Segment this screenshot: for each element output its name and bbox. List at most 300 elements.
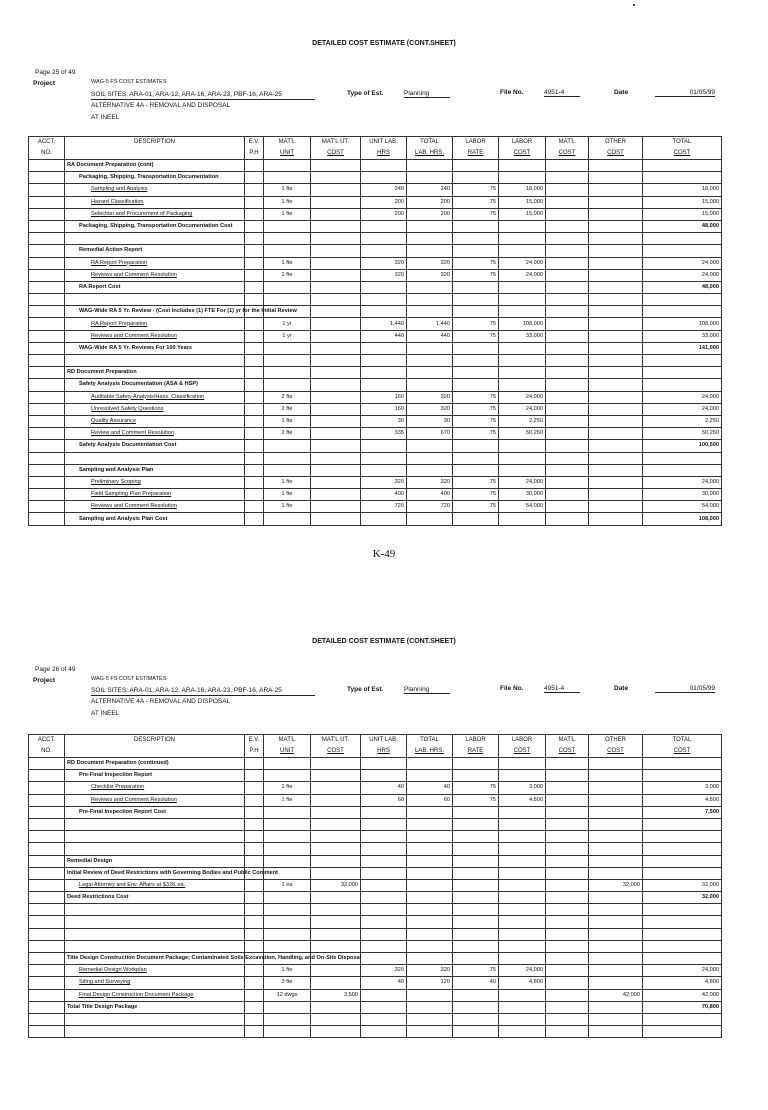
- labor-cost-cell: [499, 892, 546, 904]
- unit-lab-hrs-cell: 1,440: [361, 318, 407, 330]
- mat-unit-cell: [264, 281, 311, 293]
- mat-unit-cost-cell: [311, 318, 361, 330]
- other-cost-cell: [589, 184, 643, 196]
- description-cell: Safety Analysis Documentation Cost: [65, 440, 245, 452]
- total-lab-hrs-cell: [407, 806, 453, 818]
- other-cost-cell: [589, 220, 643, 232]
- labor-cost-cell: 24,000: [499, 403, 546, 415]
- unit-lab-hrs-cell: [361, 928, 407, 940]
- labor-rate-cell: [453, 160, 499, 172]
- unit-lab-hrs-cell: 200: [361, 208, 407, 220]
- mat-unit-cell: 2 fte: [264, 403, 311, 415]
- description-cell: Siting and Surveying: [65, 977, 245, 989]
- mat-cost-cell: [546, 306, 589, 318]
- description-cell: [65, 294, 245, 306]
- mat-unit-cell: 1 yr: [264, 318, 311, 330]
- acct-cell: [29, 867, 65, 879]
- acct-cell: [29, 916, 65, 928]
- table-row: [29, 269, 722, 281]
- column-header: COST: [499, 148, 546, 160]
- mat-unit-cell: [264, 245, 311, 257]
- description-cell: RA Report Preparation: [65, 257, 245, 269]
- labor-rate-cell: 75: [453, 330, 499, 342]
- project-line-3: ALTERNATIVE 4A - REMOVAL AND DISPOSAL: [91, 102, 231, 109]
- labor-rate-cell: [453, 172, 499, 184]
- table-row: [29, 379, 722, 391]
- total-cost-cell: 100,500: [643, 440, 722, 452]
- column-header: LABOR: [499, 735, 546, 747]
- project-label: Project: [33, 677, 56, 684]
- unit-lab-hrs-cell: [361, 806, 407, 818]
- unit-lab-hrs-cell: [361, 1026, 407, 1038]
- type-label: Type of Est.: [347, 90, 384, 97]
- labor-rate-cell: 75: [453, 257, 499, 269]
- acct-cell: [29, 415, 65, 427]
- labor-cost-cell: [499, 831, 546, 843]
- description-cell: Sampling and Analysis: [65, 184, 245, 196]
- unit-lab-hrs-cell: 40: [361, 977, 407, 989]
- description-cell: Auditable Safety Analysis/Hazs. Classification: [65, 391, 245, 403]
- labor-cost-cell: [499, 953, 546, 965]
- acct-cell: [29, 330, 65, 342]
- labor-rate-cell: 75: [453, 403, 499, 415]
- mat-unit-cost-cell: [311, 806, 361, 818]
- mat-unit-cost-cell: [311, 843, 361, 855]
- project-label: Project: [33, 80, 56, 87]
- cost-sheet-page-25: [0, 0, 768, 522]
- labor-rate-cell: [453, 758, 499, 770]
- column-header: NO.: [29, 148, 65, 160]
- project-line-4: AT INEEL: [91, 710, 120, 717]
- acct-cell: [29, 379, 65, 391]
- table-row: [29, 415, 722, 427]
- page-counter: Page 25 of 49: [35, 69, 76, 76]
- ev-cell: [245, 464, 264, 476]
- other-cost-cell: [589, 806, 643, 818]
- mat-unit-cell: 1 ea: [264, 879, 311, 891]
- labor-cost-cell: [499, 904, 546, 916]
- mat-cost-cell: [546, 281, 589, 293]
- total-lab-hrs-cell: [407, 440, 453, 452]
- total-lab-hrs-cell: [407, 452, 453, 464]
- labor-cost-cell: [499, 464, 546, 476]
- mat-unit-cell: 1 fte: [264, 501, 311, 513]
- mat-unit-cell: [264, 831, 311, 843]
- mat-cost-cell: [546, 428, 589, 440]
- file-label: File No.: [500, 89, 524, 96]
- total-lab-hrs-cell: 720: [407, 501, 453, 513]
- mat-unit-cell: [264, 855, 311, 867]
- mat-cost-cell: [546, 257, 589, 269]
- mat-unit-cell: 1 fte: [264, 184, 311, 196]
- table-row: [29, 928, 722, 940]
- cost-table: [28, 734, 722, 1038]
- mat-cost-cell: [546, 342, 589, 354]
- table-header: [29, 137, 722, 160]
- column-header: UNIT: [264, 148, 311, 160]
- total-cost-cell: 3,000: [643, 782, 722, 794]
- labor-rate-cell: 75: [453, 782, 499, 794]
- ev-cell: [245, 1001, 264, 1013]
- column-header: COST: [499, 746, 546, 758]
- mat-unit-cost-cell: [311, 501, 361, 513]
- unit-lab-hrs-cell: [361, 892, 407, 904]
- mat-unit-cell: [264, 806, 311, 818]
- total-lab-hrs-cell: [407, 916, 453, 928]
- ev-cell: [245, 965, 264, 977]
- other-cost-cell: [589, 977, 643, 989]
- total-cost-cell: [643, 160, 722, 172]
- total-lab-hrs-cell: [407, 928, 453, 940]
- column-header: MAT'L UT.: [311, 735, 361, 747]
- description-cell: Deed Restrictions Cost: [65, 892, 245, 904]
- total-cost-cell: [643, 1026, 722, 1038]
- labor-cost-cell: 15,000: [499, 208, 546, 220]
- mat-cost-cell: [546, 818, 589, 830]
- acct-cell: [29, 758, 65, 770]
- acct-cell: [29, 233, 65, 245]
- description-cell: Pre-Final Inspection Report: [65, 770, 245, 782]
- total-cost-cell: [643, 355, 722, 367]
- table-row: [29, 758, 722, 770]
- mat-unit-cost-cell: [311, 892, 361, 904]
- ev-cell: [245, 440, 264, 452]
- labor-rate-cell: 75: [453, 476, 499, 488]
- labor-cost-cell: 24,000: [499, 965, 546, 977]
- description-cell: Checklist Preparation: [65, 782, 245, 794]
- description-cell: Remedial Action Report: [65, 245, 245, 257]
- table-row: [29, 989, 722, 1001]
- ev-cell: [245, 208, 264, 220]
- labor-rate-cell: 75: [453, 501, 499, 513]
- other-cost-cell: [589, 342, 643, 354]
- table-row: [29, 403, 722, 415]
- labor-rate-cell: [453, 818, 499, 830]
- acct-cell: [29, 794, 65, 806]
- mat-unit-cell: [264, 464, 311, 476]
- description-cell: Reviews and Comment Resolution: [65, 794, 245, 806]
- sheet-title: DETAILED COST ESTIMATE (CONT.SHEET): [312, 638, 456, 645]
- acct-cell: [29, 172, 65, 184]
- other-cost-cell: [589, 233, 643, 245]
- table-row: [29, 355, 722, 367]
- mat-cost-cell: [546, 184, 589, 196]
- mat-unit-cell: [264, 818, 311, 830]
- description-cell: RA Report Cost: [65, 281, 245, 293]
- column-header: OTHER: [589, 137, 643, 149]
- total-cost-cell: 108,000: [643, 513, 722, 525]
- acct-cell: [29, 220, 65, 232]
- total-cost-cell: [643, 831, 722, 843]
- description-cell: [65, 843, 245, 855]
- unit-lab-hrs-cell: [361, 355, 407, 367]
- other-cost-cell: [589, 245, 643, 257]
- unit-lab-hrs-cell: [361, 245, 407, 257]
- mat-unit-cell: [264, 1001, 311, 1013]
- unit-lab-hrs-cell: [361, 904, 407, 916]
- mat-unit-cost-cell: 32,000: [311, 879, 361, 891]
- labor-cost-cell: 3,000: [499, 782, 546, 794]
- table-row: [29, 184, 722, 196]
- total-lab-hrs-cell: [407, 879, 453, 891]
- labor-rate-cell: 75: [453, 428, 499, 440]
- table-row: [29, 1026, 722, 1038]
- total-lab-hrs-cell: 120: [407, 977, 453, 989]
- table-row: [29, 855, 722, 867]
- labor-rate-cell: [453, 367, 499, 379]
- total-cost-cell: [643, 770, 722, 782]
- acct-cell: [29, 428, 65, 440]
- labor-cost-cell: [499, 806, 546, 818]
- table-row: [29, 452, 722, 464]
- table-row: [29, 1001, 722, 1013]
- table-row: [29, 428, 722, 440]
- labor-cost-cell: [499, 770, 546, 782]
- column-header: COST: [589, 746, 643, 758]
- ev-cell: [245, 281, 264, 293]
- description-cell: [65, 355, 245, 367]
- ev-cell: [245, 855, 264, 867]
- file-value: 4951-4: [544, 89, 580, 97]
- mat-unit-cell: 1 fte: [264, 269, 311, 281]
- ev-cell: [245, 818, 264, 830]
- labor-rate-cell: [453, 1001, 499, 1013]
- header-row: [29, 148, 722, 160]
- table-row: [29, 965, 722, 977]
- labor-cost-cell: [499, 281, 546, 293]
- mat-cost-cell: [546, 794, 589, 806]
- table-row: [29, 782, 722, 794]
- mat-cost-cell: [546, 904, 589, 916]
- total-lab-hrs-cell: [407, 855, 453, 867]
- ev-cell: [245, 940, 264, 952]
- unit-lab-hrs-cell: [361, 940, 407, 952]
- labor-cost-cell: 30,000: [499, 489, 546, 501]
- mat-unit-cell: [264, 294, 311, 306]
- labor-rate-cell: [453, 855, 499, 867]
- acct-cell: [29, 318, 65, 330]
- table-row: [29, 501, 722, 513]
- column-header: UNIT LAB.: [361, 137, 407, 149]
- labor-rate-cell: [453, 843, 499, 855]
- acct-cell: [29, 940, 65, 952]
- total-lab-hrs-cell: 60: [407, 794, 453, 806]
- labor-cost-cell: [499, 989, 546, 1001]
- ev-cell: [245, 782, 264, 794]
- mat-cost-cell: [546, 1026, 589, 1038]
- description-cell: Reviews and Comment Resolution: [65, 501, 245, 513]
- description-cell: Preliminary Scoping: [65, 476, 245, 488]
- acct-cell: [29, 782, 65, 794]
- description-cell: [65, 1026, 245, 1038]
- ev-cell: [245, 794, 264, 806]
- acct-cell: [29, 1026, 65, 1038]
- other-cost-cell: [589, 818, 643, 830]
- total-lab-hrs-cell: [407, 843, 453, 855]
- ev-cell: [245, 501, 264, 513]
- mat-unit-cost-cell: [311, 513, 361, 525]
- column-header: LABOR: [499, 137, 546, 149]
- mat-unit-cost-cell: [311, 1026, 361, 1038]
- total-cost-cell: [643, 758, 722, 770]
- column-header: COST: [546, 148, 589, 160]
- labor-rate-cell: 75: [453, 196, 499, 208]
- total-cost-cell: [643, 904, 722, 916]
- total-cost-cell: 108,000: [643, 318, 722, 330]
- type-value: Planning: [404, 90, 450, 98]
- total-lab-hrs-cell: 320: [407, 476, 453, 488]
- total-cost-cell: 4,500: [643, 794, 722, 806]
- mat-cost-cell: [546, 318, 589, 330]
- other-cost-cell: [589, 379, 643, 391]
- ev-cell: [245, 403, 264, 415]
- unit-lab-hrs-cell: 720: [361, 501, 407, 513]
- labor-cost-cell: 4,500: [499, 794, 546, 806]
- other-cost-cell: [589, 916, 643, 928]
- mat-unit-cell: [264, 940, 311, 952]
- labor-rate-cell: 75: [453, 184, 499, 196]
- ev-cell: [245, 928, 264, 940]
- unit-lab-hrs-cell: [361, 464, 407, 476]
- column-header: COST: [546, 746, 589, 758]
- total-lab-hrs-cell: 320: [407, 269, 453, 281]
- description-cell: Title Design Construction Document Package; Contaminated Soils Excavation, Handling, and On-Site Disposal: [65, 953, 245, 965]
- file-label: File No.: [500, 685, 524, 692]
- type-label: Type of Est.: [347, 686, 384, 693]
- table-row: [29, 879, 722, 891]
- mat-unit-cost-cell: [311, 965, 361, 977]
- mat-cost-cell: [546, 892, 589, 904]
- labor-rate-cell: [453, 464, 499, 476]
- total-cost-cell: 30,000: [643, 489, 722, 501]
- acct-cell: [29, 452, 65, 464]
- unit-lab-hrs-cell: 240: [361, 184, 407, 196]
- mat-unit-cell: 1 fte: [264, 782, 311, 794]
- unit-lab-hrs-cell: [361, 879, 407, 891]
- acct-cell: [29, 831, 65, 843]
- mat-cost-cell: [546, 196, 589, 208]
- unit-lab-hrs-cell: [361, 220, 407, 232]
- other-cost-cell: [589, 415, 643, 427]
- labor-rate-cell: [453, 904, 499, 916]
- date-label: Date: [614, 89, 629, 96]
- other-cost-cell: [589, 758, 643, 770]
- mat-cost-cell: [546, 464, 589, 476]
- column-header: TOTAL: [643, 137, 722, 149]
- total-lab-hrs-cell: [407, 160, 453, 172]
- mat-cost-cell: [546, 489, 589, 501]
- labor-rate-cell: 75: [453, 415, 499, 427]
- mat-unit-cost-cell: [311, 940, 361, 952]
- total-lab-hrs-cell: [407, 281, 453, 293]
- acct-cell: [29, 928, 65, 940]
- total-lab-hrs-cell: 200: [407, 208, 453, 220]
- description-cell: Field Sampling Plan Preparation: [65, 489, 245, 501]
- total-cost-cell: [643, 245, 722, 257]
- ev-cell: [245, 916, 264, 928]
- description-cell: Total Title Design Package: [65, 1001, 245, 1013]
- mat-cost-cell: [546, 379, 589, 391]
- mat-cost-cell: [546, 867, 589, 879]
- table-row: [29, 770, 722, 782]
- unit-lab-hrs-cell: [361, 989, 407, 1001]
- description-cell: Reviews and Comment Resolution: [65, 269, 245, 281]
- unit-lab-hrs-cell: [361, 916, 407, 928]
- mat-unit-cell: [264, 843, 311, 855]
- unit-lab-hrs-cell: 320: [361, 476, 407, 488]
- total-cost-cell: 24,000: [643, 403, 722, 415]
- acct-cell: [29, 965, 65, 977]
- mat-unit-cost-cell: [311, 758, 361, 770]
- total-cost-cell: 24,000: [643, 391, 722, 403]
- type-value: Planning: [404, 686, 450, 694]
- other-cost-cell: [589, 452, 643, 464]
- labor-cost-cell: [499, 758, 546, 770]
- description-cell: RD Document Preparation (continued): [65, 758, 245, 770]
- other-cost-cell: [589, 843, 643, 855]
- table-row: [29, 464, 722, 476]
- total-cost-cell: 24,000: [643, 476, 722, 488]
- total-lab-hrs-cell: [407, 831, 453, 843]
- mat-unit-cost-cell: [311, 794, 361, 806]
- ev-cell: [245, 879, 264, 891]
- column-header: E.V.: [245, 137, 264, 149]
- column-header: DESCRIPTION: [65, 735, 245, 747]
- total-lab-hrs-cell: [407, 758, 453, 770]
- table-row: [29, 953, 722, 965]
- labor-rate-cell: [453, 281, 499, 293]
- labor-cost-cell: [499, 342, 546, 354]
- description-cell: RD Document Preparation: [65, 367, 245, 379]
- mat-unit-cell: [264, 758, 311, 770]
- labor-rate-cell: [453, 928, 499, 940]
- column-header: LABOR: [453, 735, 499, 747]
- mat-unit-cost-cell: [311, 831, 361, 843]
- labor-cost-cell: [499, 452, 546, 464]
- description-cell: Review and Comment Resolution: [65, 428, 245, 440]
- acct-cell: [29, 770, 65, 782]
- acct-cell: [29, 843, 65, 855]
- table-row: [29, 391, 722, 403]
- labor-rate-cell: [453, 831, 499, 843]
- mat-unit-cost-cell: [311, 330, 361, 342]
- other-cost-cell: [589, 928, 643, 940]
- mat-unit-cost-cell: [311, 452, 361, 464]
- other-cost-cell: [589, 794, 643, 806]
- acct-cell: [29, 904, 65, 916]
- other-cost-cell: [589, 831, 643, 843]
- unit-lab-hrs-cell: [361, 953, 407, 965]
- labor-cost-cell: [499, 879, 546, 891]
- unit-lab-hrs-cell: 400: [361, 489, 407, 501]
- labor-cost-cell: 24,000: [499, 391, 546, 403]
- total-cost-cell: 70,800: [643, 1001, 722, 1013]
- mat-unit-cell: [264, 160, 311, 172]
- labor-cost-cell: [499, 440, 546, 452]
- mat-cost-cell: [546, 391, 589, 403]
- total-lab-hrs-cell: [407, 379, 453, 391]
- mat-unit-cost-cell: [311, 464, 361, 476]
- table-row: [29, 806, 722, 818]
- column-header: ACCT.: [29, 735, 65, 747]
- ev-cell: [245, 476, 264, 488]
- total-cost-cell: [643, 953, 722, 965]
- mat-unit-cost-cell: [311, 855, 361, 867]
- labor-cost-cell: [499, 513, 546, 525]
- unit-lab-hrs-cell: [361, 843, 407, 855]
- description-cell: Initial Review of Deed Restrictions with Governing Bodies and Public Comment: [65, 867, 245, 879]
- unit-lab-hrs-cell: [361, 367, 407, 379]
